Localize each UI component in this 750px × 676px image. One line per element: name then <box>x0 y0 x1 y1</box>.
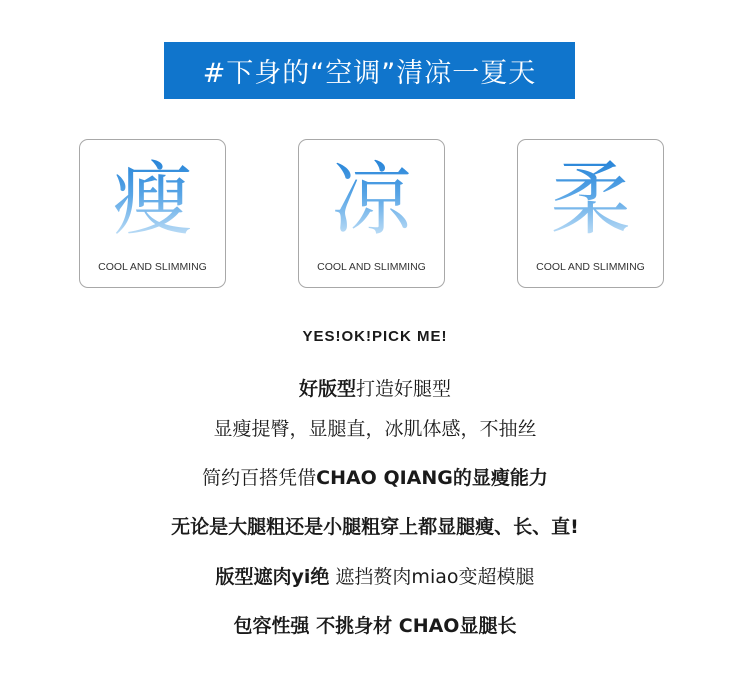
title-banner <box>164 42 575 99</box>
copy-line-6: 包容性强 不挑身材 CHAO显腿长 <box>233 615 517 637</box>
feature-card-slim <box>79 139 226 288</box>
card-caption: COOL AND SLIMMING <box>98 261 207 273</box>
copy-line-5 <box>0 562 750 589</box>
card-character: 凉 <box>299 154 444 246</box>
feature-card-soft <box>517 139 664 288</box>
tagline: YES!OK!PICK ME! <box>302 328 448 345</box>
card-caption: COOL AND SLIMMING <box>536 261 645 273</box>
copy-line-2: 显瘦提臀，显腿直，冰肌体感，不抽丝 <box>213 418 537 440</box>
copy-line-1-rest: 打造好腿型 <box>356 378 452 400</box>
copy-line-3-start: 简约百搭凭借 <box>202 467 317 489</box>
card-character: 柔 <box>518 154 663 246</box>
copy-line-5-emphasis: 版型遮肉yi绝 <box>215 566 330 588</box>
feature-card-cool <box>298 139 445 288</box>
copy-line-3-emphasis: CHAO QIANG的显瘦能力 <box>316 467 548 489</box>
banner-title: #下身的“空调”清凉一夏天 <box>202 58 537 89</box>
copy-line-3 <box>0 463 750 490</box>
card-caption: COOL AND SLIMMING <box>317 261 426 273</box>
card-character: 瘦 <box>80 154 225 246</box>
copy-line-5-rest: 遮挡赘肉miao变超模腿 <box>329 566 535 588</box>
copy-line-1-emphasis: 好版型 <box>298 378 356 400</box>
copy-line-4: 无论是大腿粗还是小腿粗穿上都显腿瘦、长、直! <box>171 516 579 538</box>
copy-line-1 <box>0 374 750 401</box>
